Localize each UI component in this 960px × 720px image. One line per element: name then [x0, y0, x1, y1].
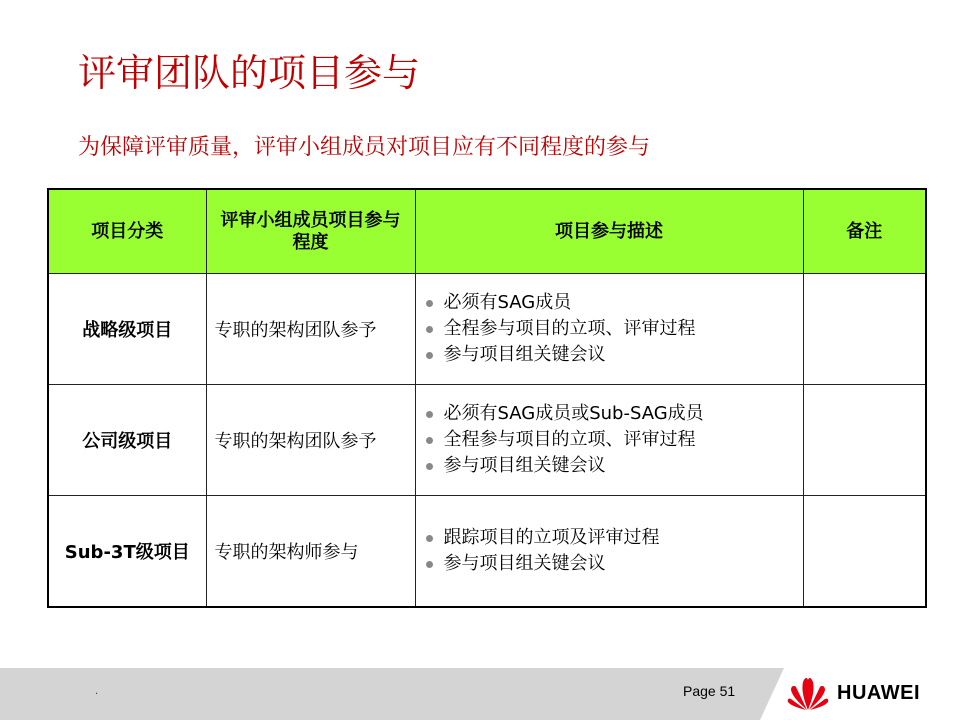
row-note	[803, 496, 926, 608]
page-title: 评审团队的项目参与	[78, 51, 421, 95]
table-row	[48, 496, 926, 608]
huawei-logo-icon	[787, 676, 829, 712]
row-description	[415, 496, 803, 608]
header-participation-level: 评审小组成员项目参与程度	[206, 189, 415, 274]
footer-dot: .	[95, 686, 99, 697]
row-category: 战略级项目	[48, 274, 206, 385]
list-item: 必须有SAG成员	[424, 290, 795, 316]
description-list	[424, 525, 795, 577]
row-category: 公司级项目	[48, 385, 206, 496]
header-note: 备注	[803, 189, 926, 274]
list-item: 全程参与项目的立项、评审过程	[424, 316, 795, 342]
page-number: Page 51	[683, 683, 736, 699]
row-note	[803, 385, 926, 496]
list-item: 全程参与项目的立项、评审过程	[424, 427, 795, 453]
brand-name: HUAWEI	[837, 682, 920, 704]
list-item: 参与项目组关键会议	[424, 342, 795, 368]
row-description	[415, 385, 803, 496]
list-item: 参与项目组关键会议	[424, 453, 795, 479]
table-header-row	[48, 189, 926, 274]
header-category: 项目分类	[48, 189, 206, 274]
description-list	[424, 401, 795, 479]
header-description: 项目参与描述	[415, 189, 803, 274]
list-item: 必须有SAG成员或Sub-SAG成员	[424, 401, 795, 427]
row-description	[415, 274, 803, 385]
row-category: Sub-3T级项目	[48, 496, 206, 608]
table-row	[48, 385, 926, 496]
row-level: 专职的架构师参与	[206, 496, 415, 608]
list-item: 跟踪项目的立项及评审过程	[424, 525, 795, 551]
row-level: 专职的架构团队参予	[206, 274, 415, 385]
review-participation-table	[47, 188, 927, 608]
description-list	[424, 290, 795, 368]
page-subtitle: 为保障评审质量，评审小组成员对项目应有不同程度的参与	[78, 135, 651, 160]
row-level: 专职的架构团队参予	[206, 385, 415, 496]
table-row	[48, 274, 926, 385]
list-item: 参与项目组关键会议	[424, 551, 795, 577]
row-note	[803, 274, 926, 385]
